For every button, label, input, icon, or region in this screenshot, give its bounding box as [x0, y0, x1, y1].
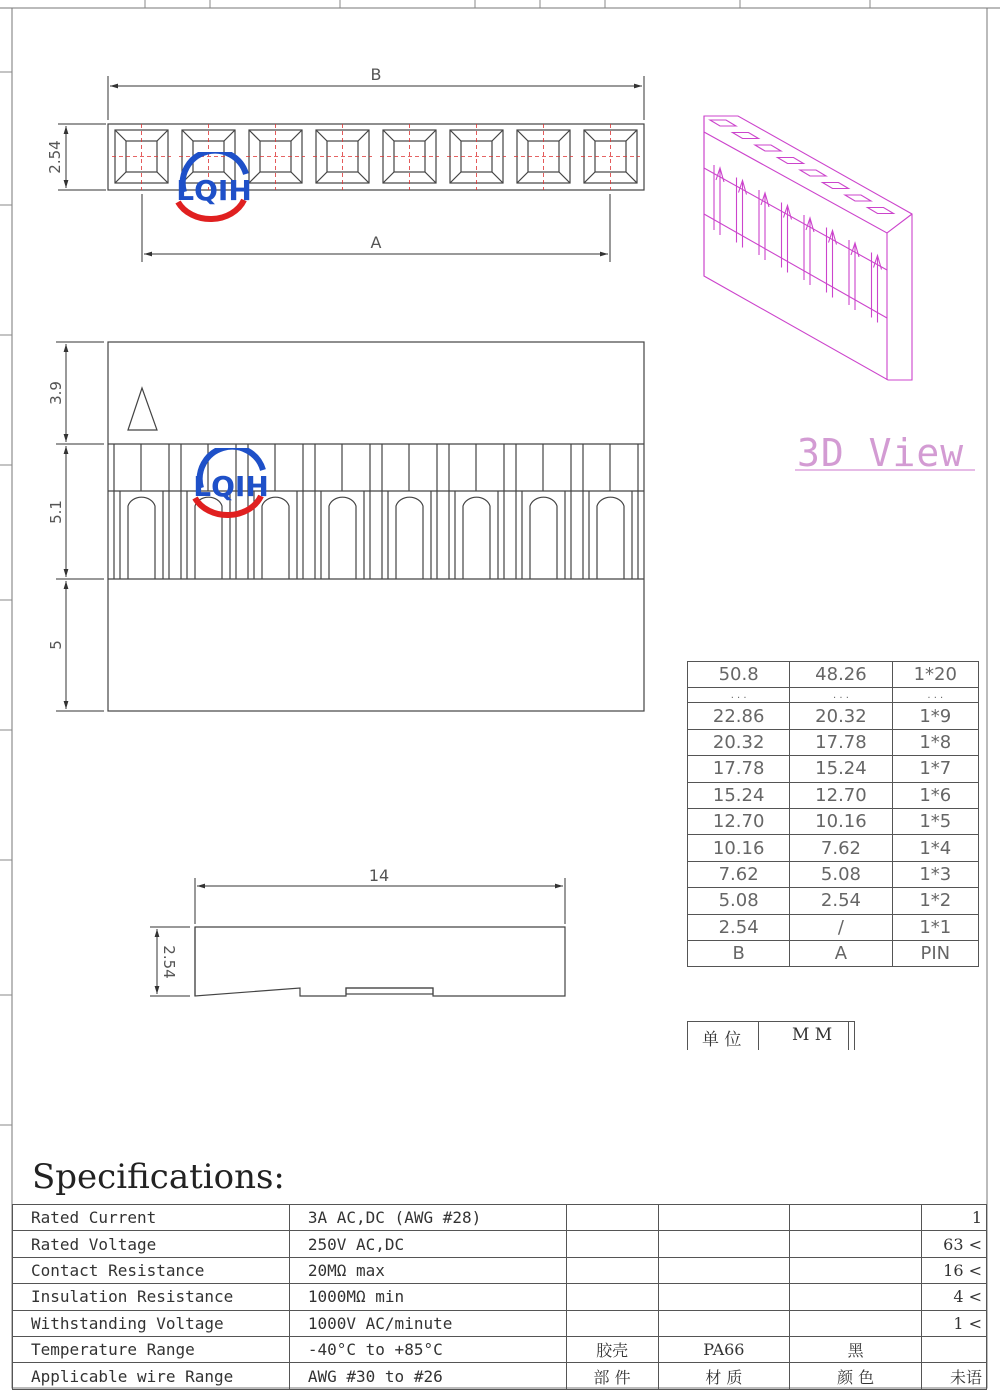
dimension-length-side: [150, 878, 565, 996]
spec-value: 20MΩ max: [289, 1257, 566, 1283]
logo-text: LQIH: [176, 174, 252, 207]
cell-B: 12.70: [688, 808, 790, 834]
spec-part: 部 件: [566, 1363, 658, 1389]
spec-row: [13, 1231, 987, 1257]
spec-label: Temperature Range: [13, 1336, 290, 1362]
cell-pin: 1*3: [892, 861, 978, 887]
brand-logo-front: [181, 448, 281, 523]
spec-value: 250V AC,DC: [289, 1231, 566, 1257]
spec-row: [13, 1310, 987, 1336]
spec-row: [13, 1363, 987, 1389]
spec-color: [790, 1231, 922, 1257]
dim-label-pitch-top: 2.54: [46, 140, 64, 174]
spec-material: [658, 1231, 790, 1257]
cell-pin: 1*20: [892, 662, 978, 688]
front-view-slot: [382, 444, 437, 579]
cell-pin: 1*2: [892, 888, 978, 914]
top-view-cavity: [581, 124, 640, 190]
spec-material: [658, 1310, 790, 1336]
spec-extra: [922, 1336, 987, 1362]
dimension-table-row: [688, 782, 979, 808]
top-view-cavity: [514, 124, 573, 190]
dimension-table-row: [688, 861, 979, 887]
cell-A: 2.54: [790, 888, 892, 914]
cell-pin: 1*7: [892, 756, 978, 782]
front-view-slot: [114, 444, 169, 579]
front-view-slot: [449, 444, 504, 579]
top-view-cavity: [380, 124, 439, 190]
spec-part: [566, 1205, 658, 1231]
spec-label: Contact Resistance: [13, 1257, 290, 1283]
dim-label-height-top: 3.9: [47, 381, 65, 405]
spec-extra: 4 <: [922, 1284, 987, 1310]
cell-B: 20.32: [688, 729, 790, 755]
top-view-cavity: [313, 124, 372, 190]
cell-B: 22.86: [688, 703, 790, 729]
cell-A: 12.70: [790, 782, 892, 808]
spec-material: 材 质: [658, 1363, 790, 1389]
dimension-table-row: [688, 662, 979, 688]
specifications-table: [12, 1204, 987, 1390]
cell-A: /: [790, 914, 892, 940]
spec-label: Rated Voltage: [13, 1231, 290, 1257]
spec-extra: 1 <: [922, 1310, 987, 1336]
unit-value: M M: [792, 1025, 833, 1045]
spec-color: 黑: [790, 1336, 922, 1362]
dimension-table-row: [688, 888, 979, 914]
spec-color: [790, 1257, 922, 1283]
view-3d-label: 3D View: [797, 431, 965, 475]
spec-part: 胶壳: [566, 1336, 658, 1362]
dim-label-pitch-side: 2.54: [160, 945, 178, 979]
spec-row: [13, 1284, 987, 1310]
spec-part: [566, 1310, 658, 1336]
brand-logo-top: [164, 152, 264, 227]
cell-A: 20.32: [790, 703, 892, 729]
cell-B: 5.08: [688, 888, 790, 914]
cell-A: 17.78: [790, 729, 892, 755]
side-view: [195, 927, 565, 996]
dim-label-A: A: [370, 233, 382, 252]
cell-A: 10.16: [790, 808, 892, 834]
header-B: B: [688, 940, 790, 966]
unit-box: [687, 1021, 855, 1050]
front-view-slot: [516, 444, 571, 579]
top-view-cavity: [447, 124, 506, 190]
spec-label: Applicable wire Range: [13, 1363, 290, 1389]
cell-pin: 1*8: [892, 729, 978, 755]
cell-pin: 1*4: [892, 835, 978, 861]
dimension-table-row: [688, 729, 979, 755]
cell-pin: 1*6: [892, 782, 978, 808]
cell-pin: 1*1: [892, 914, 978, 940]
spec-value: 3A AC,DC (AWG #28): [289, 1205, 566, 1231]
specifications-title: Specifications:: [32, 1157, 285, 1197]
spec-value: -40°C to +85°C: [289, 1336, 566, 1362]
front-view-slot: [583, 444, 638, 579]
spec-value: 1000V AC/minute: [289, 1310, 566, 1336]
spec-row: [13, 1205, 987, 1231]
spec-label: Insulation Resistance: [13, 1284, 290, 1310]
dim-label-height-mid: 5.1: [47, 500, 65, 524]
spec-material: [658, 1205, 790, 1231]
dimension-table-header: [688, 940, 979, 966]
dimension-pitch-top: [58, 124, 106, 190]
spec-label: Rated Current: [13, 1205, 290, 1231]
unit-label: 单 位: [702, 1030, 742, 1050]
cell-B: . . .: [688, 688, 790, 703]
spec-extra: 未语: [922, 1363, 987, 1389]
cell-A: 48.26: [790, 662, 892, 688]
dimension-table-row: [688, 808, 979, 834]
cell-A: 7.62: [790, 835, 892, 861]
header-A: A: [790, 940, 892, 966]
spec-extra: 16 <: [922, 1257, 987, 1283]
cell-B: 10.16: [688, 835, 790, 861]
dim-label-height-bot: 5: [47, 640, 65, 650]
dimension-table-row: [688, 835, 979, 861]
cell-pin: 1*5: [892, 808, 978, 834]
spec-color: [790, 1310, 922, 1336]
cell-A: 15.24: [790, 756, 892, 782]
spec-part: [566, 1231, 658, 1257]
top-view-cavity: [112, 124, 171, 190]
dimension-table-row: [688, 688, 979, 703]
spec-material: [658, 1257, 790, 1283]
spec-value: AWG #30 to #26: [289, 1363, 566, 1389]
spec-row: [13, 1336, 987, 1362]
spec-material: PA66: [658, 1336, 790, 1362]
dimension-table-row: [688, 703, 979, 729]
spec-label: Withstanding Voltage: [13, 1310, 290, 1336]
spec-color: [790, 1205, 922, 1231]
dim-label-B: B: [370, 65, 382, 84]
spec-value: 1000MΩ min: [289, 1284, 566, 1310]
cell-B: 50.8: [688, 662, 790, 688]
spec-extra: 1: [922, 1205, 987, 1231]
front-view: [108, 342, 644, 711]
header-pin: PIN: [892, 940, 978, 966]
spec-material: [658, 1284, 790, 1310]
dim-label-length-side: 14: [368, 866, 390, 885]
spec-extra: 63 <: [922, 1231, 987, 1257]
cell-B: 2.54: [688, 914, 790, 940]
cell-pin: . . .: [892, 688, 978, 703]
spec-part: [566, 1284, 658, 1310]
dimension-table: [687, 661, 979, 967]
spec-color: [790, 1284, 922, 1310]
cell-A: 5.08: [790, 861, 892, 887]
spec-row: [13, 1257, 987, 1283]
spec-part: [566, 1257, 658, 1283]
cell-B: 17.78: [688, 756, 790, 782]
logo-text: LQIH: [193, 470, 269, 503]
cell-B: 7.62: [688, 861, 790, 887]
cell-A: . . .: [790, 688, 892, 703]
dimension-table-row: [688, 914, 979, 940]
dimension-table-row: [688, 756, 979, 782]
front-view-slot: [315, 444, 370, 579]
spec-color: 颜 色: [790, 1363, 922, 1389]
cell-B: 15.24: [688, 782, 790, 808]
cell-pin: 1*9: [892, 703, 978, 729]
isometric-3d-view: [704, 116, 912, 380]
